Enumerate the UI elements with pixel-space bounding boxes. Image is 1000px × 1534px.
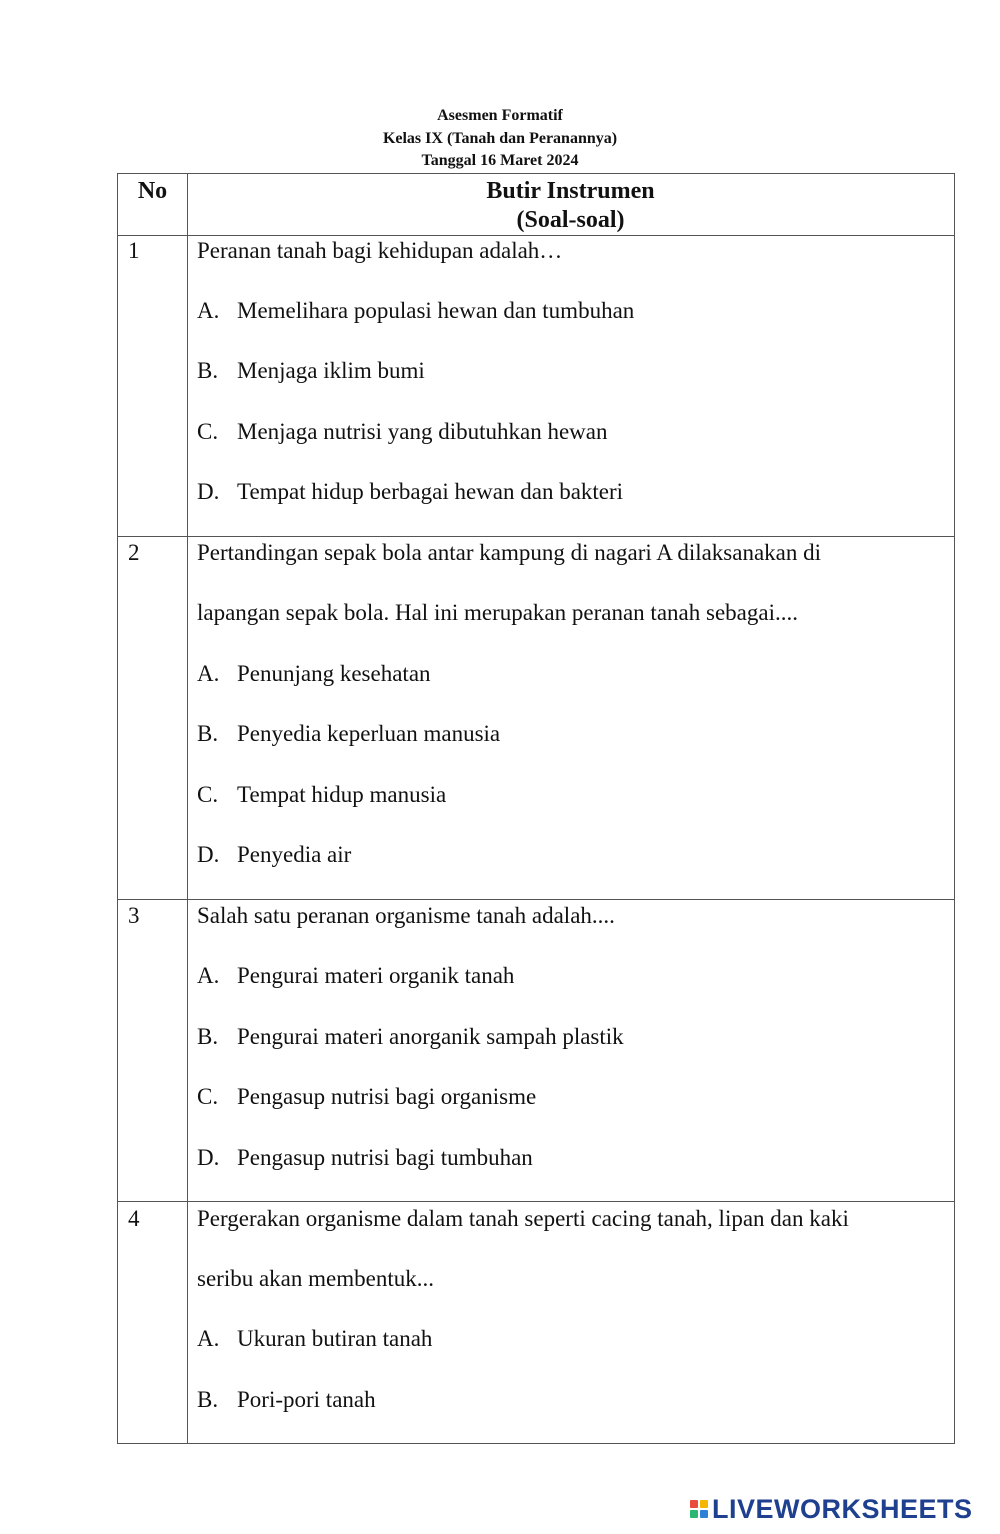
question-stem: Pertandingan sepak bola antar kampung di nagari A dilaksanakan di [197,540,822,565]
option-letter: A. [197,963,220,988]
option-text: Tempat hidup manusia [237,782,447,807]
option-text: Menjaga nutrisi yang dibutuhkan hewan [237,419,608,444]
question-number: 3 [128,903,140,928]
option-letter: B. [197,721,219,746]
column-header-butir-sub: (Soal-soal) [516,207,625,233]
option-letter: B. [197,1387,219,1412]
document-title: Asesmen Formatif [437,107,563,124]
option-letter: D. [197,479,220,504]
question-number: 4 [128,1206,140,1231]
question-stem: Salah satu peranan organisme tanah adalah.... [197,903,615,928]
option-text: Penunjang kesehatan [237,661,431,686]
logo-block [690,1500,698,1508]
column-divider [187,174,188,1443]
brand-name: LIVEWORKSHEETS [712,1493,973,1524]
option-text: Pengasup nutrisi bagi tumbuhan [237,1145,533,1170]
option-text: Pengasup nutrisi bagi organisme [237,1084,537,1109]
option-text: Ukuran butiran tanah [237,1326,433,1351]
question-table [117,173,955,1444]
answer-option[interactable] [197,1022,624,1052]
option-text: Tempat hidup berbagai hewan dan bakteri [237,479,624,504]
option-letter: C. [197,782,219,807]
liveworksheets-brand [690,1492,990,1526]
logo-block [700,1510,708,1518]
row-divider [118,536,954,537]
option-text: Pengurai materi anorganik sampah plastik [237,1024,624,1049]
option-text: Menjaga iklim bumi [237,358,425,383]
answer-option[interactable] [197,1324,432,1354]
question-stem: Pergerakan organisme dalam tanah seperti cacing tanah, lipan dan kaki [197,1206,849,1231]
row-divider [118,899,954,900]
answer-option[interactable] [197,1385,376,1415]
option-letter: B. [197,358,219,383]
answer-option[interactable] [197,417,607,447]
option-text: Memelihara populasi hewan dan tumbuhan [237,298,635,323]
answer-option[interactable] [197,780,446,810]
option-text: Penyedia keperluan manusia [237,721,501,746]
question-stem: seribu akan membentuk... [197,1266,434,1291]
option-text: Pori-pori tanah [237,1387,376,1412]
option-letter: A. [197,298,220,323]
question-stem: Peranan tanah bagi kehidupan adalah… [197,238,563,263]
logo-block [690,1510,698,1518]
document-date: Tanggal 16 Maret 2024 [421,152,579,169]
logo-block [700,1500,708,1508]
option-letter: A. [197,1326,220,1351]
answer-option[interactable] [197,1143,533,1173]
answer-option[interactable] [197,719,500,749]
answer-option[interactable] [197,840,351,870]
option-letter: C. [197,419,219,444]
answer-option[interactable] [197,659,431,689]
question-number: 2 [128,540,140,565]
answer-option[interactable] [197,296,634,326]
column-header-no: No [137,178,168,204]
question-number: 1 [128,238,140,263]
answer-option[interactable] [197,477,623,507]
option-text: Pengurai materi organik tanah [237,963,515,988]
column-header-butir: Butir Instrumen [486,178,655,204]
option-letter: A. [197,661,220,686]
option-letter: C. [197,1084,219,1109]
answer-option[interactable] [197,356,425,386]
option-text: Penyedia air [237,842,352,867]
answer-option[interactable] [197,1082,536,1112]
question-stem: lapangan sepak bola. Hal ini merupakan peranan tanah sebagai.... [197,600,798,625]
option-letter: D. [197,1145,220,1170]
option-letter: B. [197,1024,219,1049]
row-divider [118,1201,954,1202]
liveworksheets-logo-icon [690,1500,708,1518]
option-letter: D. [197,842,220,867]
document-subtitle: Kelas IX (Tanah dan Peranannya) [382,130,618,147]
answer-option[interactable] [197,961,514,991]
